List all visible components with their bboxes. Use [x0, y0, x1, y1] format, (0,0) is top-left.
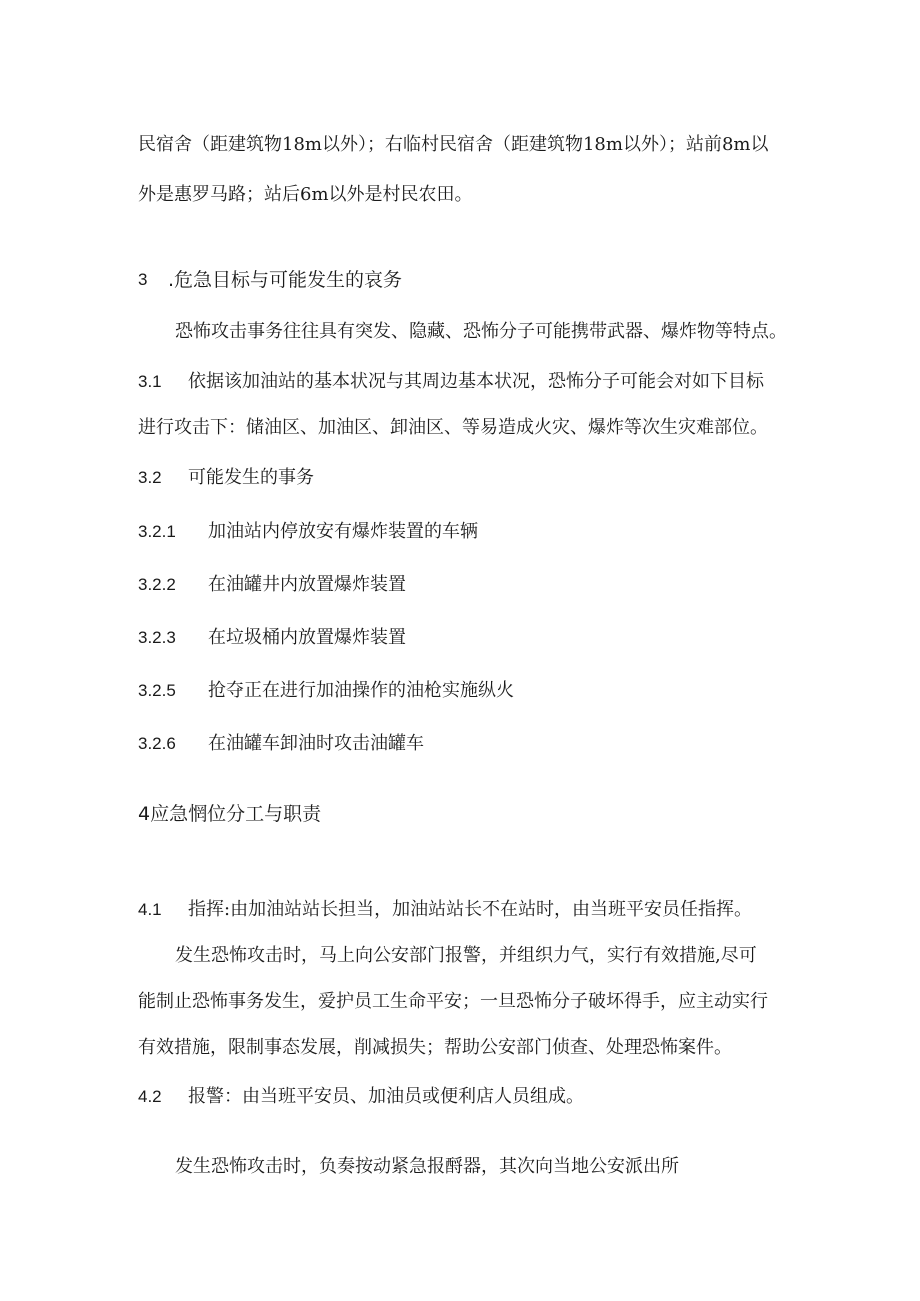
section-4-1-text: 指挥:由加油站站长担当，加油站站长不在站时，由当班平安员任指挥。: [188, 899, 753, 920]
list-item-number: 3.2.6: [138, 734, 176, 753]
list-item-text: 加油站内停放安有爆炸装置的车辆: [208, 521, 478, 542]
list-item-number: 3.2.5: [138, 681, 176, 700]
section-4-2-text: 报警：由当班平安员、加油员或便利店人员组成。: [188, 1086, 584, 1107]
section-4-1-para-line-2: 能制止恐怖事务发生，爱护员工生命平安；一旦恐怖分子破坏得手，应主动实行: [138, 991, 768, 1012]
section-3-1-line-1: 依据该加油站的基本状况与其周边基本状况，恐怖分子可能会对如下目标: [188, 371, 764, 392]
section-3-title: .危急目标与可能发生的哀务: [168, 269, 403, 291]
intro-line-1: 民宿舍（距建筑物18m以外）；右临村民宿舍（距建筑物18m以外）；站前8m以: [138, 134, 769, 155]
section-3-paragraph: 恐怖攻击事务往往具有突发、隐藏、恐怖分子可能携带武器、爆炸物等特点。: [175, 321, 787, 342]
list-item-number: 3.2.3: [138, 628, 176, 647]
section-4-1-para-line-3: 有效措施，限制事态发展，削减损失；帮助公安部门侦查、处理恐怖案件。: [138, 1037, 732, 1058]
list-item-text: 在油罐车卸油时攻击油罐车: [208, 733, 424, 754]
section-4-2-paragraph: 发生恐怖攻击时，负奏按动紧急报酹器，其次向当地公安派出所: [175, 1156, 679, 1177]
section-3-1-line-2: 进行攻击下：储油区、加油区、卸油区、等易造成火灾、爆炸等次生灾难部位。: [138, 417, 768, 438]
list-item-text: 抢夺正在进行加油操作的油枪实施纵火: [208, 680, 514, 701]
section-4-title: 4应急惘位分工与职责: [138, 803, 322, 825]
section-3-1-number: 3.1: [138, 372, 162, 391]
list-item-text: 在垃圾桶内放置爆炸装置: [208, 627, 406, 648]
section-3-2-text: 可能发生的事务: [188, 467, 314, 488]
section-3-number: 3: [138, 270, 148, 289]
section-3-2-number: 3.2: [138, 468, 162, 487]
section-4-1-number: 4.1: [138, 900, 162, 919]
list-item-number: 3.2.2: [138, 575, 176, 594]
list-item-text: 在油罐井内放置爆炸装置: [208, 574, 406, 595]
section-4-1-para-line-1: 发生恐怖攻击时，马上向公安部门报警，并组织力气，实行有效措施,尽可: [175, 945, 757, 966]
list-item-number: 3.2.1: [138, 522, 176, 541]
section-4-2-number: 4.2: [138, 1087, 162, 1106]
intro-line-2: 外是惠罗马路；站后6m以外是村民农田。: [138, 184, 473, 205]
